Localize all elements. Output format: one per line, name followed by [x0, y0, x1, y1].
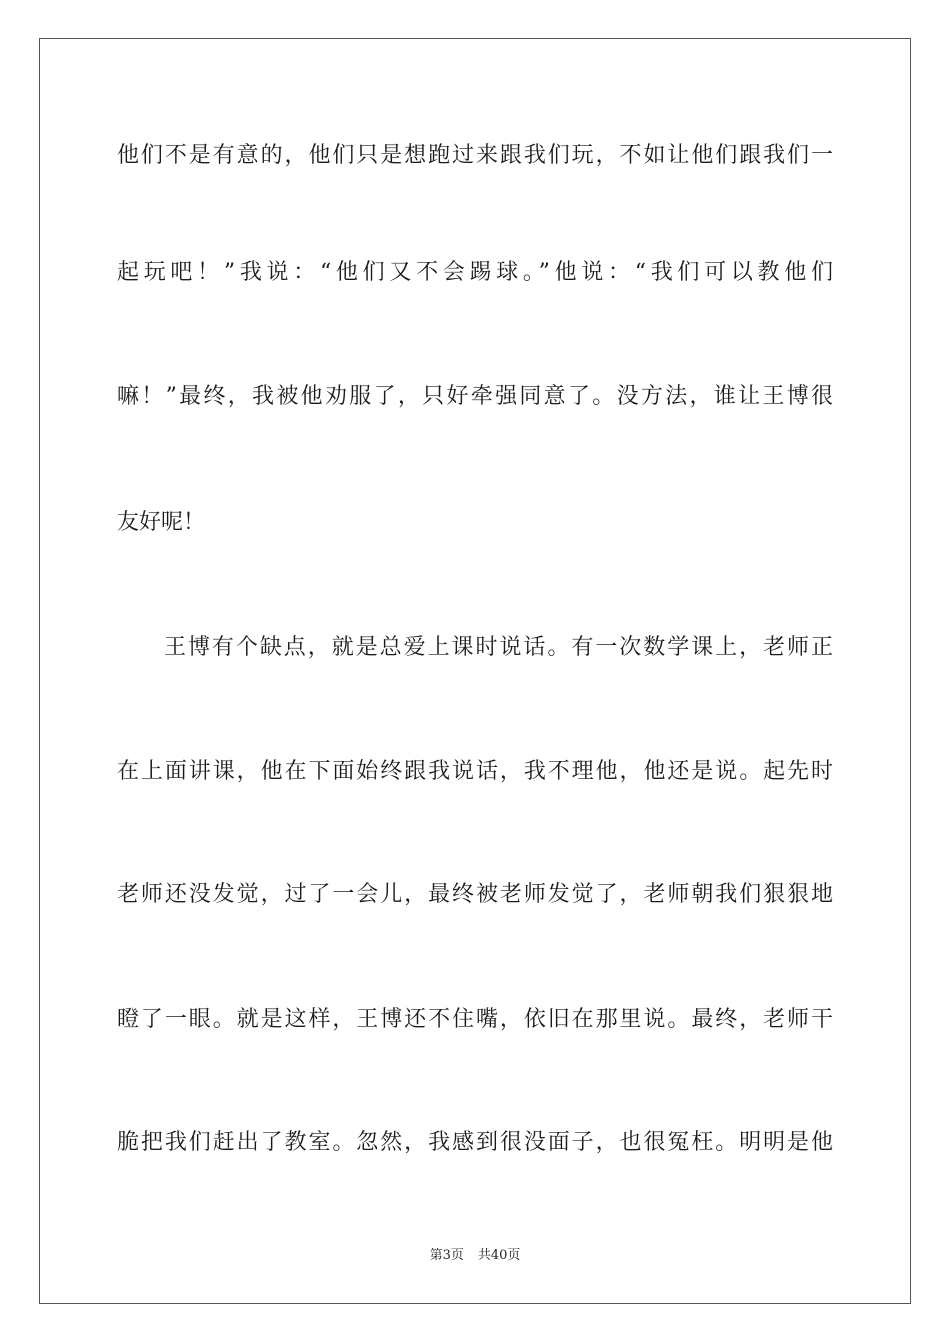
text-line: 老师还没发觉，过了一会儿，最终被老师发觉了，老师朝我们狠狠地: [117, 882, 833, 907]
page-number: 第3页: [429, 1248, 464, 1263]
text-line: 友好呢！: [117, 510, 206, 535]
text-line: 脆把我们赶出了教室。忽然，我感到很没面子，也很冤枉。明明是他: [117, 1130, 833, 1155]
page-total: 共40页: [477, 1248, 521, 1263]
paragraph-first-line: 王博有个缺点，就是总爱上课时说话。有一次数学课上，老师正: [164, 635, 833, 660]
page-footer: [0, 1247, 950, 1265]
text-line: 嘛！”最终，我被他劝服了，只好牵强同意了。没方法，谁让王博很: [117, 384, 833, 409]
text-line: 起玩吧！”我说：“他们又不会踢球。”他说：“我们可以教他们: [117, 260, 833, 285]
text-line: 他们不是有意的，他们只是想跑过来跟我们玩，不如让他们跟我们一: [117, 143, 833, 168]
text-line: 瞪了一眼。就是这样，王博还不住嘴，依旧在那里说。最终，老师干: [117, 1007, 833, 1032]
page-border: [39, 38, 911, 1304]
text-line: 在上面讲课，他在下面始终跟我说话，我不理他，他还是说。起先时: [117, 759, 833, 784]
